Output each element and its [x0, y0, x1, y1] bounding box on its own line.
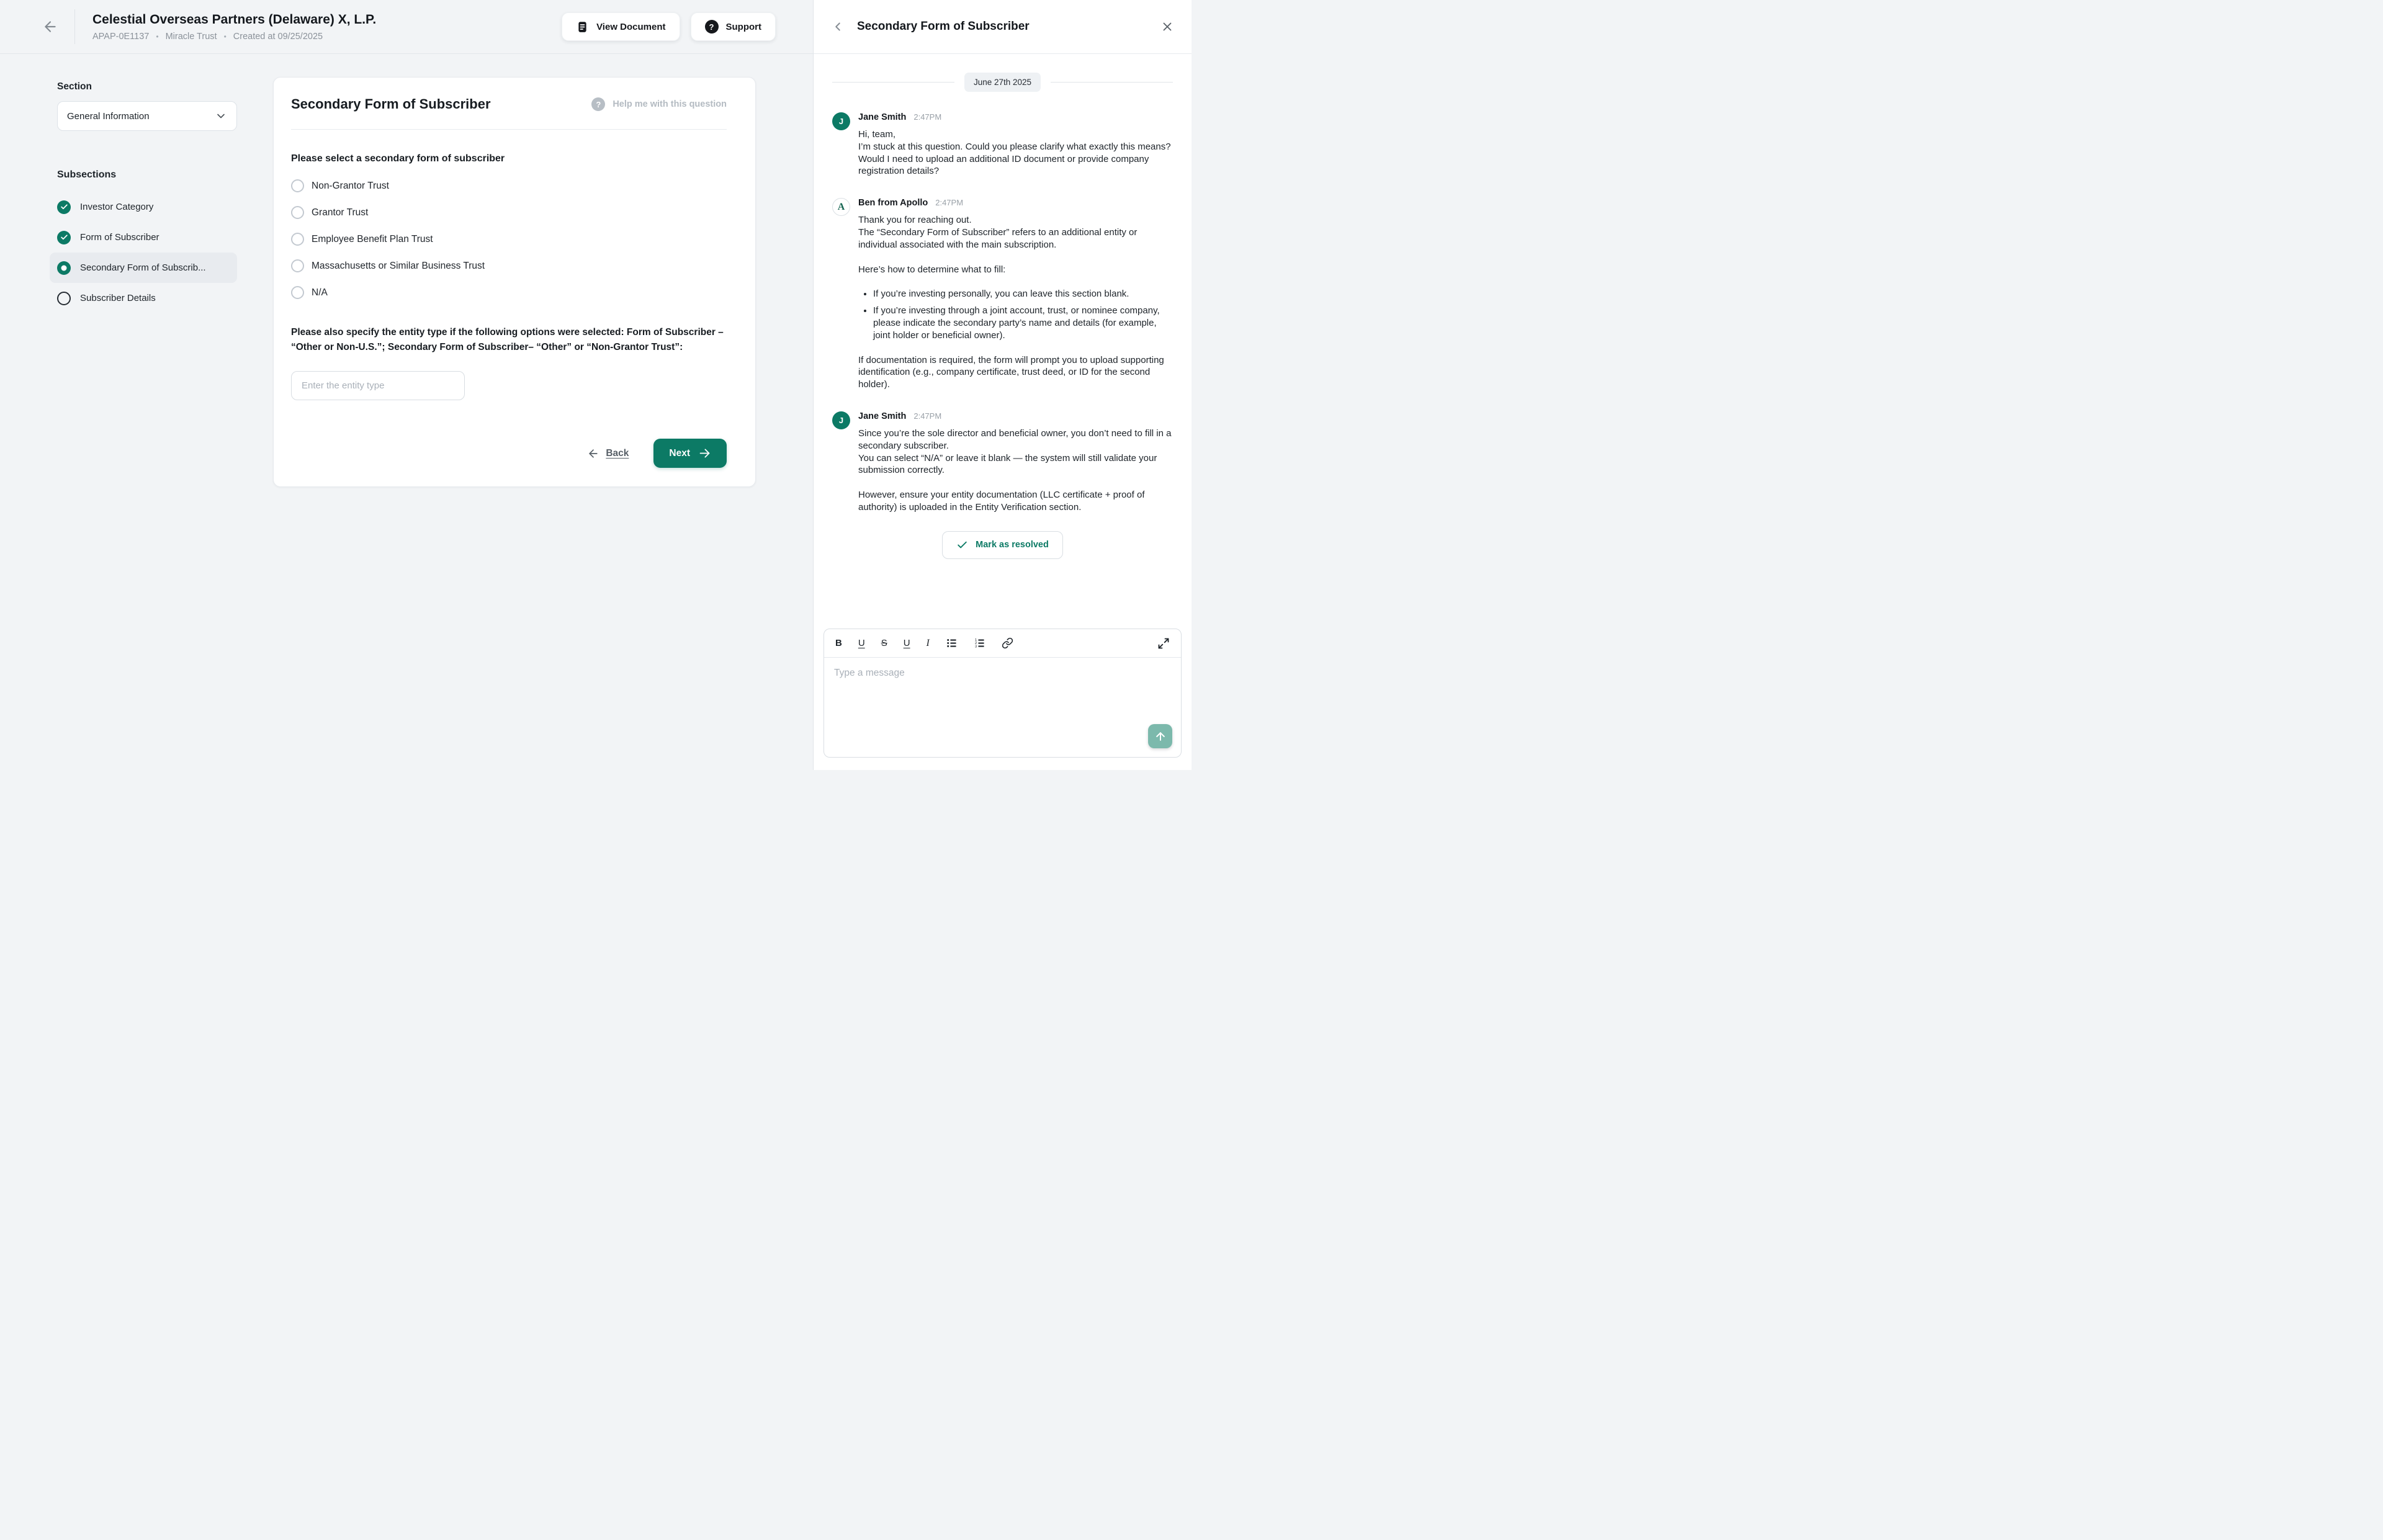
- link-icon: [1002, 637, 1013, 649]
- underline-icon: U: [903, 638, 910, 648]
- title-block: [92, 12, 376, 42]
- section-label: Section: [57, 81, 92, 92]
- subsections-label: Subsections: [57, 169, 117, 180]
- avatar: J: [832, 112, 850, 130]
- radio-option-label: Massachusetts or Similar Business Trust: [312, 260, 485, 271]
- meta-separator: •: [156, 32, 159, 41]
- radio-option-label: Grantor Trust: [312, 207, 369, 218]
- document-icon: [576, 20, 589, 34]
- question-mark-icon: [705, 20, 719, 34]
- chat-close-button[interactable]: [1159, 19, 1175, 35]
- radio-option-non-grantor-trust[interactable]: [291, 179, 727, 192]
- radio-icon: [291, 179, 304, 192]
- card-divider: [291, 129, 727, 130]
- message-list: [832, 112, 1173, 514]
- toolbar-bold-button[interactable]: [834, 637, 843, 649]
- resolve-wrap: [832, 531, 1173, 559]
- radio-selected-icon: [57, 261, 71, 275]
- message-body: Thank you for reaching out. The “Secondary Form of Subscriber” refers to an additional entity or individual associated with the main subscription. Here’s how to determine what to fill: • If you’re investing personally, you can leave this section blank. • If you’re investing through a joint account, trust, or nominee company, please indicate the secondary party’s name and details (for example, joint holder or beneficial owner). If documentation is required, the form will prompt you to upload supporting identification (e.g., company certificate, trust deed, or ID for the second holder).: [858, 214, 1173, 391]
- chat-title: Secondary Form of Subscriber: [857, 20, 1030, 33]
- bold-icon: B: [835, 638, 842, 648]
- arrow-left-icon: [587, 447, 599, 460]
- date-separator: [832, 73, 1173, 92]
- back-button[interactable]: [40, 16, 61, 37]
- arrow-right-icon: [698, 447, 711, 460]
- sidebar-item-subscriber-details[interactable]: [50, 283, 237, 313]
- message-author: Jane Smith: [858, 112, 907, 122]
- entity-note: Please also specify the entity type if the following options were selected: Form of Subscriber – “Other or Non-U.S.”; Secondary Form of Subscriber– “Other” or “Non-Grantor Trust”:: [291, 327, 724, 353]
- strikethrough-icon: S: [881, 638, 887, 648]
- toolbar-strikethrough-button[interactable]: [880, 637, 889, 649]
- header-actions: [562, 12, 776, 41]
- message-time: 2:47PM: [913, 112, 942, 122]
- main-header: [0, 0, 813, 54]
- chevron-down-icon: [215, 110, 227, 122]
- arrow-left-icon: [42, 19, 58, 35]
- radio-group: [291, 179, 727, 299]
- format-buttons: [834, 636, 1015, 650]
- send-button[interactable]: [1148, 724, 1172, 748]
- support-label: Support: [725, 21, 761, 32]
- view-document-label: View Document: [596, 21, 666, 32]
- sidebar-item-investor-category[interactable]: [50, 192, 237, 222]
- back-link[interactable]: [587, 447, 629, 460]
- question-text: Please select a secondary form of subscriber: [291, 153, 505, 164]
- arrow-up-icon: [1154, 730, 1167, 743]
- chat-message: [832, 112, 1173, 177]
- ordered-list-icon: [974, 637, 985, 649]
- message-time: 2:47PM: [935, 198, 964, 208]
- message-body: Hi, team, I’m stuck at this question. Could you please clarify what exactly this means? Would I need to upload an additional ID document or provide company registration details?: [858, 129, 1171, 177]
- support-button[interactable]: [691, 12, 776, 41]
- created-date: Created at 09/25/2025: [233, 31, 323, 42]
- card-footer: [291, 439, 727, 468]
- message-author: Ben from Apollo: [858, 198, 928, 208]
- toolbar-underline-button[interactable]: [902, 637, 912, 649]
- app: [0, 0, 1192, 770]
- expand-icon: [1157, 637, 1170, 650]
- radio-option-massachusetts-or-similar-business-trust[interactable]: [291, 259, 727, 272]
- help-label: Help me with this question: [613, 99, 727, 109]
- message-time: 2:47PM: [913, 411, 942, 421]
- chat-message: [832, 411, 1173, 514]
- sidebar-item-label: Investor Category: [80, 202, 154, 212]
- toolbar-link-button[interactable]: [1000, 636, 1015, 650]
- radio-icon: [291, 259, 304, 272]
- svg-text:2: 2: [974, 642, 977, 646]
- radio-option-label: Non-Grantor Trust: [312, 180, 389, 191]
- radio-icon: [291, 206, 304, 219]
- composer-toolbar: [824, 629, 1181, 658]
- sidebar-item-label: Subscriber Details: [80, 293, 156, 303]
- card-area: [273, 54, 813, 770]
- radio-empty-icon: [57, 292, 71, 305]
- radio-icon: [291, 286, 304, 299]
- check-icon: [956, 539, 968, 551]
- sidebar-item-label: Form of Subscriber: [80, 232, 159, 243]
- sidebar-item-secondary-form-of-subscrib[interactable]: [50, 253, 237, 283]
- avatar: J: [832, 411, 850, 429]
- chevron-left-icon: [831, 20, 845, 34]
- close-icon: [1160, 20, 1174, 34]
- separator-line: [832, 82, 954, 83]
- radio-icon: [291, 233, 304, 246]
- toolbar-italic-button[interactable]: [925, 637, 931, 650]
- italic-icon: I: [926, 637, 930, 648]
- entity-id: APAP-0E1137: [92, 31, 150, 42]
- mark-as-resolved-button[interactable]: [942, 531, 1063, 559]
- message-input[interactable]: [824, 658, 1181, 757]
- check-icon: [57, 200, 71, 214]
- next-button[interactable]: [653, 439, 727, 468]
- resolve-label: Mark as resolved: [976, 540, 1049, 550]
- section-select-value: General Information: [67, 110, 150, 122]
- help-link[interactable]: [591, 97, 727, 111]
- radio-option-grantor-trust[interactable]: [291, 206, 727, 219]
- svg-text:1: 1: [974, 638, 977, 643]
- message-body: Since you’re the sole director and beneficial owner, you don’t need to fill in a secondary subscriber. You can select “N/A” or leave it blank — the system will still validate your submission correctly. However, ensure your entity documentation (LLC certificate + proof of authority) is uploaded in the Entity Verification section.: [858, 428, 1172, 513]
- message-composer: [824, 629, 1182, 758]
- question-title: Secondary Form of Subscriber: [291, 96, 491, 112]
- radio-option-n-a[interactable]: [291, 286, 727, 299]
- underline-icon: U: [858, 638, 865, 648]
- back-label: Back: [606, 447, 629, 459]
- toolbar-underline-button[interactable]: [857, 637, 866, 649]
- main-area: [0, 0, 813, 770]
- content: [0, 54, 813, 770]
- chat-message: [832, 198, 1173, 391]
- check-icon: [57, 231, 71, 244]
- toolbar-unordered-list-button[interactable]: [945, 636, 959, 650]
- chat-panel: [813, 0, 1192, 770]
- page-title: Celestial Overseas Partners (Delaware) X, L.P.: [92, 12, 377, 27]
- help-icon: [591, 97, 605, 111]
- separator-line: [1051, 82, 1173, 83]
- sidebar-item-label: Secondary Form of Subscrib...: [80, 262, 206, 273]
- view-document-button[interactable]: [562, 12, 680, 41]
- next-label: Next: [669, 447, 690, 459]
- page-meta: [92, 32, 376, 42]
- chat-scroll[interactable]: [814, 54, 1192, 620]
- chat-header: [814, 0, 1192, 54]
- date-pill: June 27th 2025: [964, 73, 1041, 92]
- toolbar-ordered-list-button[interactable]: [972, 636, 987, 650]
- radio-option-employee-benefit-plan-trust[interactable]: [291, 233, 727, 246]
- subsections-list: [57, 192, 237, 313]
- header-divider: [74, 9, 75, 44]
- radio-option-label: N/A: [312, 287, 328, 298]
- unordered-list-icon: [946, 637, 958, 649]
- trust-name: Miracle Trust: [165, 31, 217, 42]
- radio-option-label: Employee Benefit Plan Trust: [312, 233, 433, 244]
- sidebar: [0, 54, 273, 770]
- avatar: A: [832, 198, 850, 216]
- expand-button[interactable]: [1156, 636, 1171, 651]
- section-select[interactable]: [57, 101, 237, 131]
- question-card: [273, 77, 756, 487]
- svg-text:3: 3: [974, 645, 977, 649]
- entity-type-input[interactable]: [291, 371, 465, 400]
- chat-back-button[interactable]: [830, 19, 846, 35]
- card-head: [291, 96, 727, 112]
- meta-separator: •: [223, 32, 227, 41]
- sidebar-item-form-of-subscriber[interactable]: [50, 222, 237, 253]
- message-author: Jane Smith: [858, 411, 907, 421]
